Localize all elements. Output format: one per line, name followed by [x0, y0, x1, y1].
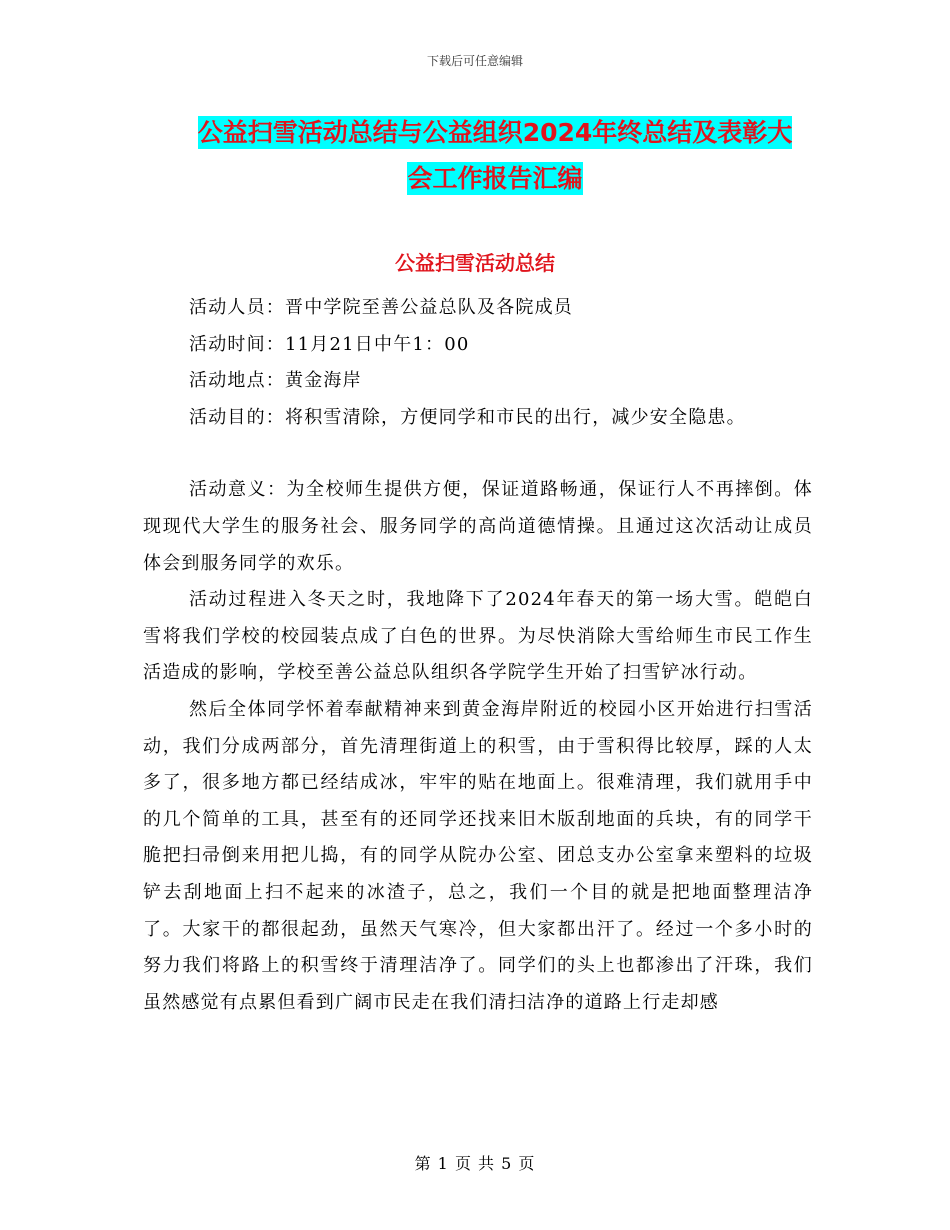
paragraph-activity-purpose: 活动目的：将积雪清除，方便同学和市民的出行，减少安全隐患。: [189, 406, 746, 428]
paragraph-activity-process: 活动过程进入冬天之时，我地降下了2024年春天的第一场大雪。皑皑白雪将我们学校的校园装点成了白色的世界。为尽快消除大雪给师生市民工作生活造成的影响，学校至善公益总队组织各学院学生开始了扫雪铲冰行动。: [143, 589, 813, 684]
page-header-note: 下载后可任意编辑: [426, 54, 523, 68]
paragraph-activity-significance: 活动意义：为全校师生提供方便，保证道路畅通，保证行人不再摔倒。体现现代大学生的服务社会、服务同学的高尚道德情操。且通过这次活动让成员体会到服务同学的欢乐。: [143, 479, 813, 574]
document-title-line-1: 公益扫雪活动总结与公益组织2024年终总结及表彰大: [197, 118, 793, 147]
document-title-line-2: 会工作报告汇编: [407, 164, 583, 193]
document-title: [100, 110, 890, 202]
paragraph-activity-details: 然后全体同学怀着奉献精神来到黄金海岸附近的校园小区开始进行扫雪活动，我们分成两部分，首先清理街道上的积雪，由于雪积得比较厚，踩的人太多了，很多地方都已经结成冰，牢牢的贴在地面上。很难清理，我们就用手中的几个简单的工具，甚至有的还同学还找来旧木版刮地面的兵块，有的同学干脆把扫帚倒来用把儿捣，有的同学从院办公室、团总支办公室拿来塑料的垃圾铲去刮地面上扫不起来的冰渣子，总之，我们一个目的就是把地面整理洁净了。大家干的都很起劲，虽然天气寒冷，但大家都出汗了。经过一个多小时的努力我们将路上的积雪终于清理洁净了。同学们的头上也都渗出了汗珠，我们虽然感觉有点累但看到广阔市民走在我们清扫洁净的道路上行走却感: [143, 698, 813, 1013]
paragraph-activity-time: 活动时间：11月21日中午1：00: [189, 333, 470, 355]
paragraph-activity-location: 活动地点：黄金海岸: [189, 370, 362, 392]
section-title: 公益扫雪活动总结: [395, 251, 555, 275]
page-number-footer: 第 1 页 共 5 页: [414, 1154, 536, 1173]
paragraph-activity-personnel: 活动人员：晋中学院至善公益总队及各院成员: [189, 297, 573, 318]
document-body: [143, 290, 813, 1021]
